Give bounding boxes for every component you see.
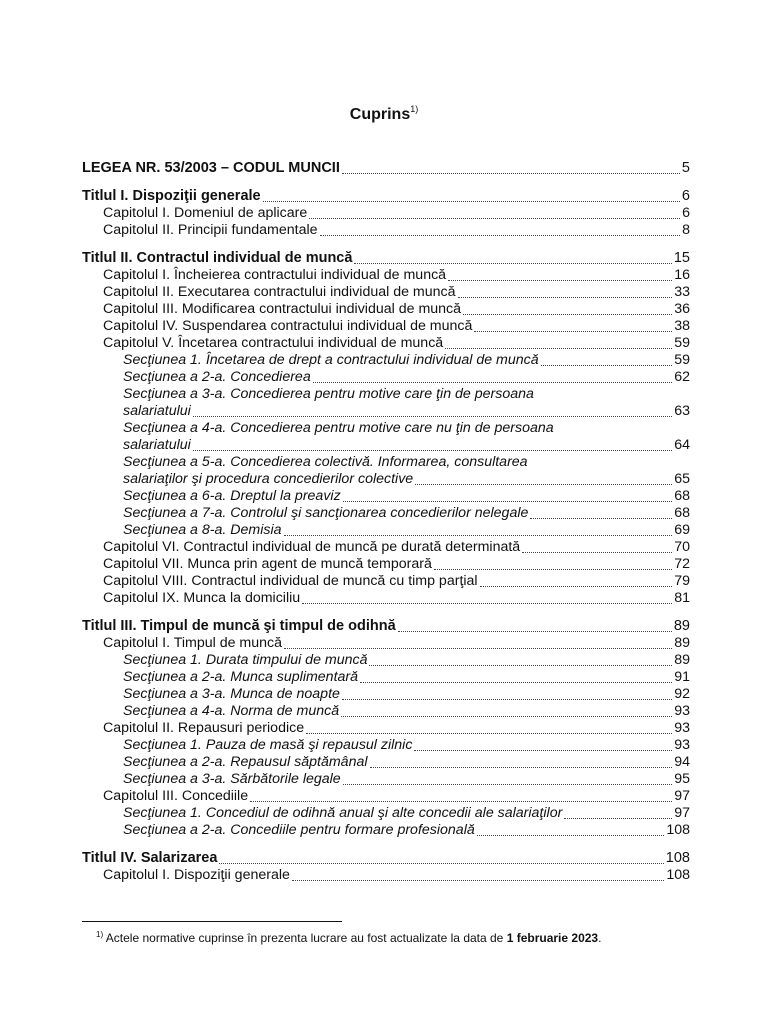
toc-entry-label-continued: salariatului xyxy=(123,437,191,453)
page-title-text: Cuprins xyxy=(349,106,411,123)
toc-entry-label: Secţiunea 1. Pauza de masă şi repausul zilnic xyxy=(123,737,413,753)
footnote-end: . xyxy=(598,931,602,945)
dot-leader xyxy=(292,879,664,881)
footnote-mark: 1) xyxy=(96,930,104,939)
dot-leader xyxy=(474,330,672,332)
dot-leader xyxy=(343,500,673,502)
toc-entry-page: 5 xyxy=(681,160,690,176)
dot-leader xyxy=(530,517,672,519)
toc-entry-section[interactable] xyxy=(82,420,690,454)
toc-entry-label: Secţiunea a 7-a. Controlul şi sancţionarea concedierilor nelegale xyxy=(123,505,529,521)
section-spacer xyxy=(82,177,690,188)
toc-entry-label: Capitolul III. Modificarea contractului individual de muncă xyxy=(103,301,462,317)
toc-entry-page: 108 xyxy=(666,867,690,883)
dot-leader xyxy=(342,172,680,174)
toc-entry-label: Secţiunea 1. Încetarea de drept a contractului individual de muncă xyxy=(123,352,539,368)
toc-entry-chapter[interactable] xyxy=(82,788,690,805)
toc-entry-label: Capitolul IX. Munca la domiciliu xyxy=(103,590,301,606)
toc-entry-label: Secţiunea a 4-a. Concedierea pentru motive care nu ţin de persoana xyxy=(123,420,554,436)
toc-entry-section[interactable] xyxy=(82,771,690,788)
dot-leader xyxy=(360,681,672,683)
toc-entry-section[interactable] xyxy=(82,386,690,420)
toc-entry-page: 108 xyxy=(665,850,690,866)
dot-leader xyxy=(302,602,672,604)
toc-entry-label: Capitolul I. Timpul de muncă xyxy=(103,635,283,651)
dot-leader xyxy=(354,262,671,264)
toc-entry-label: Secţiunea a 5-a. Concedierea colectivă. Informarea, consultarea xyxy=(123,454,528,470)
toc-entry-label: Capitolul IV. Suspendarea contractului individual de muncă xyxy=(103,318,473,334)
toc-entry-section[interactable] xyxy=(82,369,690,386)
dot-leader xyxy=(193,415,672,417)
toc-entry-line xyxy=(123,403,690,420)
toc-entry-chapter[interactable] xyxy=(82,635,690,652)
toc-entry-page: 68 xyxy=(674,505,690,521)
toc-entry-section[interactable] xyxy=(82,522,690,539)
toc-entry-label: Capitolul I. Încheierea contractului individual de muncă xyxy=(103,267,447,283)
toc-entry-page: 63 xyxy=(674,403,690,419)
toc-entry-page: 72 xyxy=(674,556,690,572)
toc-entry-page: 70 xyxy=(674,539,690,555)
toc-entry-page: 36 xyxy=(674,301,690,317)
dot-leader xyxy=(284,534,673,536)
dot-leader xyxy=(398,630,672,632)
toc-entry-page: 38 xyxy=(674,318,690,334)
toc-entry-page: 93 xyxy=(674,737,690,753)
dot-leader xyxy=(320,234,681,236)
toc-entry-page: 97 xyxy=(674,788,690,804)
dot-leader xyxy=(313,381,673,383)
toc-entry-chapter[interactable] xyxy=(82,284,690,301)
toc-entry-page: 15 xyxy=(673,250,690,266)
dot-leader xyxy=(522,551,672,553)
toc-entry-section[interactable] xyxy=(82,652,690,669)
toc-entry-line xyxy=(123,471,690,488)
toc-entry-chapter[interactable] xyxy=(82,720,690,737)
toc-entry-label: Titlul III. Timpul de muncă şi timpul de odihnă xyxy=(82,618,396,634)
toc-entry-chapter[interactable] xyxy=(82,301,690,318)
toc-entry-page: 69 xyxy=(674,522,690,538)
toc-entry-label-continued: salariaţilor şi procedura concedierilor colective xyxy=(123,471,414,487)
toc-entry-section[interactable] xyxy=(82,805,690,822)
toc-entry-chapter[interactable] xyxy=(82,573,690,590)
toc-entry-label: Capitolul I. Dispoziţii generale xyxy=(103,867,290,883)
dot-leader xyxy=(263,200,680,202)
toc-entry-label: Secţiunea a 3-a. Concedierea pentru motive care ţin de persoana xyxy=(123,386,534,402)
toc-entry-label: Secţiunea a 2-a. Concediile pentru formare profesională xyxy=(123,822,475,838)
toc-entry-label: Titlul II. Contractul individual de muncă xyxy=(82,250,353,266)
toc-entry-label: Titlul IV. Salarizarea xyxy=(82,850,218,866)
toc-entry-page: 108 xyxy=(666,822,690,838)
dot-leader xyxy=(306,732,672,734)
toc-entry-label: Secţiunea a 6-a. Dreptul la preaviz xyxy=(123,488,341,504)
toc-entry-line xyxy=(123,437,690,454)
toc-entry-section[interactable] xyxy=(82,352,690,369)
toc-entry-label: Capitolul I. Domeniul de aplicare xyxy=(103,205,308,221)
dot-leader xyxy=(309,217,680,219)
toc-entry-label: Secţiunea a 8-a. Demisia xyxy=(123,522,282,538)
toc-entry-label: Secţiunea 1. Concediul de odihnă anual şi alte concedii ale salariaţilor xyxy=(123,805,563,821)
section-spacer xyxy=(82,839,690,850)
toc-entry-title[interactable] xyxy=(82,160,690,177)
section-spacer xyxy=(82,607,690,618)
toc-entry-label: Secţiunea a 2-a. Munca suplimentară xyxy=(123,669,359,685)
toc-entry-page: 59 xyxy=(674,335,690,351)
dot-leader xyxy=(341,715,672,717)
toc-entry-page: 33 xyxy=(674,284,690,300)
toc-entry-page: 93 xyxy=(674,720,690,736)
toc-entry-chapter[interactable] xyxy=(82,539,690,556)
dot-leader xyxy=(434,568,672,570)
toc-entry-page: 89 xyxy=(673,618,690,634)
toc-entry-section[interactable] xyxy=(82,454,690,488)
dot-leader xyxy=(342,698,672,700)
footnote-date: 1 februarie 2023 xyxy=(506,931,599,945)
page-title xyxy=(0,104,768,124)
table-of-contents xyxy=(82,160,690,884)
section-spacer xyxy=(82,239,690,250)
toc-entry-section[interactable] xyxy=(82,822,690,839)
toc-entry-chapter[interactable] xyxy=(82,205,690,222)
dot-leader xyxy=(414,749,672,751)
dot-leader xyxy=(477,834,665,836)
toc-entry-chapter[interactable] xyxy=(82,867,690,884)
toc-entry-label: Capitolul VII. Munca prin agent de muncă temporară xyxy=(103,556,432,572)
toc-entry-chapter[interactable] xyxy=(82,556,690,573)
toc-entry-section[interactable] xyxy=(82,737,690,754)
toc-entry-chapter[interactable] xyxy=(82,590,690,607)
toc-entry-label: Secţiunea a 2-a. Repausul săptămânal xyxy=(123,754,368,770)
toc-entry-label: Capitolul V. Încetarea contractului individual de muncă xyxy=(103,335,444,351)
toc-entry-page: 92 xyxy=(674,686,690,702)
toc-entry-page: 65 xyxy=(674,471,690,487)
dot-leader xyxy=(193,449,672,451)
toc-entry-title[interactable] xyxy=(82,618,690,635)
dot-leader xyxy=(458,296,673,298)
toc-entry-section[interactable] xyxy=(82,669,690,686)
toc-entry-label: Secţiunea 1. Durata timpului de muncă xyxy=(123,652,368,668)
toc-entry-page: 89 xyxy=(674,652,690,668)
title-footnote-mark: 1) xyxy=(410,104,419,114)
dot-leader xyxy=(564,817,672,819)
toc-entry-title[interactable] xyxy=(82,188,690,205)
toc-entry-page: 64 xyxy=(674,437,690,453)
toc-entry-label: Capitolul II. Repausuri periodice xyxy=(103,720,305,736)
toc-entry-title[interactable] xyxy=(82,850,690,867)
toc-entry-label: Capitolul III. Concediile xyxy=(103,788,249,804)
toc-entry-section[interactable] xyxy=(82,703,690,720)
toc-entry-label: LEGEA NR. 53/2003 – CODUL MUNCII xyxy=(82,160,340,176)
dot-leader xyxy=(343,783,673,785)
toc-entry-label: Secţiunea a 4-a. Norma de muncă xyxy=(123,703,340,719)
toc-entry-page: 89 xyxy=(674,635,690,651)
dot-leader xyxy=(445,347,672,349)
toc-entry-section[interactable] xyxy=(82,488,690,505)
toc-entry-page: 94 xyxy=(674,754,690,770)
toc-entry-page: 16 xyxy=(674,267,690,283)
dot-leader xyxy=(369,664,672,666)
toc-entry-page: 8 xyxy=(682,222,690,238)
dot-leader xyxy=(219,862,663,864)
toc-entry-section[interactable] xyxy=(82,754,690,771)
toc-entry-page: 6 xyxy=(682,205,690,221)
dot-leader xyxy=(541,364,673,366)
footnote xyxy=(96,930,601,945)
toc-entry-section[interactable] xyxy=(82,686,690,703)
toc-entry-chapter[interactable] xyxy=(82,222,690,239)
toc-entry-label: Secţiunea a 2-a. Concedierea xyxy=(123,369,311,385)
toc-entry-chapter[interactable] xyxy=(82,267,690,284)
toc-entry-label: Capitolul II. Principii fundamentale xyxy=(103,222,318,238)
toc-entry-page: 59 xyxy=(674,352,690,368)
toc-entry-label: Titlul I. Dispoziţii generale xyxy=(82,188,261,204)
dot-leader xyxy=(463,313,672,315)
dot-leader xyxy=(480,585,673,587)
dot-leader xyxy=(448,279,672,281)
toc-entry-label: Capitolul II. Executarea contractului individual de muncă xyxy=(103,284,456,300)
footnote-divider xyxy=(82,921,342,922)
toc-entry-label: Secţiunea a 3-a. Munca de noapte xyxy=(123,686,340,702)
toc-entry-label: Secţiunea a 3-a. Sărbătorile legale xyxy=(123,771,341,787)
toc-entry-label-continued: salariatului xyxy=(123,403,191,419)
toc-entry-label: Capitolul VI. Contractul individual de muncă pe durată determinată xyxy=(103,539,521,555)
toc-entry-page: 68 xyxy=(674,488,690,504)
dot-leader xyxy=(284,647,672,649)
toc-entry-title[interactable] xyxy=(82,250,690,267)
toc-entry-page: 97 xyxy=(674,805,690,821)
toc-entry-page: 91 xyxy=(674,669,690,685)
toc-entry-page: 6 xyxy=(681,188,690,204)
toc-entry-page: 95 xyxy=(674,771,690,787)
toc-entry-chapter[interactable] xyxy=(82,335,690,352)
toc-entry-page: 81 xyxy=(674,590,690,606)
dot-leader xyxy=(415,483,672,485)
dot-leader xyxy=(250,800,672,802)
toc-entry-page: 93 xyxy=(674,703,690,719)
toc-entry-chapter[interactable] xyxy=(82,318,690,335)
dot-leader xyxy=(370,766,673,768)
toc-entry-page: 79 xyxy=(674,573,690,589)
toc-entry-page: 62 xyxy=(674,369,690,385)
toc-entry-label: Capitolul VIII. Contractul individual de muncă cu timp parţial xyxy=(103,573,478,589)
footnote-text: Actele normative cuprinse în prezenta lucrare au fost actualizate la data de xyxy=(105,931,504,945)
toc-entry-section[interactable] xyxy=(82,505,690,522)
